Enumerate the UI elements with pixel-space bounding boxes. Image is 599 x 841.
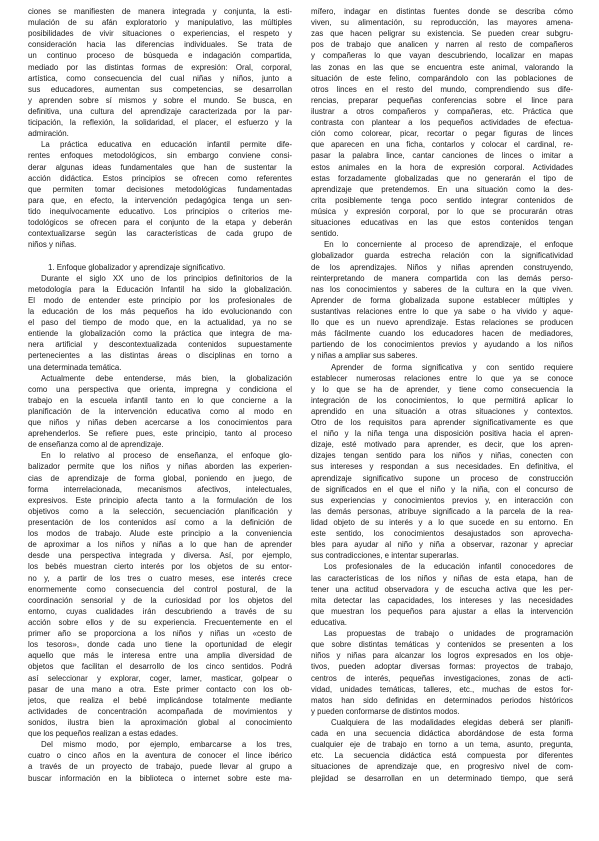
text-line: expresivos. Este principio afecta tanto a la formulación de los (28, 495, 292, 505)
text-line: y niñas a ampliar sus saberes. (311, 351, 418, 361)
text-line: niños y niñas para alcanzar los logros expresados en los obje- (311, 651, 573, 661)
text-line: reinterpretando de manera compartida con las demás perso- (311, 273, 573, 283)
text-line: ilustrar a otros compañeros y compañeras, etc. Práctica que (311, 106, 573, 116)
text-line: que muestran los pequeños para ajustar a ellas la intervención (311, 606, 573, 616)
text-line: la educación de los más pequeños ha ido evolucionando con (28, 306, 292, 316)
text-line: Aprender de forma globalizada supone establecer múltiples y (311, 295, 573, 305)
text-line: que sobre distintas temáticas y contenidos se presenten a los (311, 640, 573, 650)
text-line: el paso del tiempo de modo que, en la actualidad, ya no se (28, 318, 292, 328)
text-line: Del mismo modo, por ejemplo, embarcarse a los tres, (41, 740, 292, 750)
text-line: jetos, que realiza el bebé implicándose totalmente mediante (28, 695, 292, 705)
text-line: nas los conocimientos y saberes de la cultura en la que viven. (311, 284, 573, 294)
text-line: niños y niñas. (28, 240, 77, 250)
text-line: El modo de entender este principio por los profesionales de (28, 295, 292, 305)
text-line: rencias, preparar pequeñas conferencias sobre el lince para (311, 95, 573, 105)
text-line: las zonas en las que se encuentra este animal, valorando la (311, 62, 573, 72)
text-line: aprendizaje que pretendemos. En una situación como la des- (311, 184, 573, 194)
text-line: presentación de los contenidos así como a la definición de (28, 518, 292, 528)
text-line: forma interrelacionada, mecanismos afectivos, intelectuales, (28, 484, 292, 494)
paragraph-gap (28, 250, 292, 261)
text-line: todológicos se ofrecen para el conjunto de la etapa y deberán (28, 218, 292, 228)
text-line: actividades de concentración acompañada de movimientos y (28, 706, 292, 716)
text-line: como una perspectiva que orienta, impregna y condiciona el (28, 384, 292, 394)
text-line: enormemente como consecuencia del control postural, de la (28, 584, 292, 594)
text-line: Aprender de forma significativa y con sentido requiere (331, 362, 573, 372)
text-line: las demás personas, atribuye significado a la parcela de la rea- (311, 506, 573, 516)
text-line: situaciones educativas en las que estos contenidos tengan (311, 218, 573, 228)
text-line: educativa. (311, 618, 347, 628)
text-line: objetos que facilitan el desarrollo de los cinco sentidos. Podrá (28, 662, 292, 672)
text-line: mediado por las distintas formas de expresión: Oral, corporal, (28, 62, 292, 72)
text-line: balizador permite que los niños y niñas aborden las experien- (28, 462, 292, 472)
text-line: y pueden conformarse de distintos modos. (311, 706, 460, 716)
text-line: establecer numerosas relaciones entre lo que ya se conoce (311, 373, 573, 383)
text-line: En lo concerniente al proceso de aprendizaje, el enfoque (324, 240, 573, 250)
text-line: nera artificial y descontextualizada contenidos supuestamente (28, 340, 292, 350)
text-line: mífero, indagar en distintas fuentes donde se describa cómo (311, 7, 573, 16)
text-line: entiende la globalización como la práctica que integra de ma- (28, 329, 292, 339)
text-line: aprehenderlos. Se refiere pues, este principio, tanto al proceso (28, 429, 292, 439)
text-line: una determinada temática. (28, 362, 122, 372)
text-line: 1. Enfoque globalizador y aprendizaje significativo. (48, 262, 226, 272)
text-line: más fácilmente cuando los educadores hacen de mediadores, (311, 329, 573, 339)
text-line: sus contradicciones, e intentar superarlas. (311, 551, 459, 561)
text-line: cualquier eje de trabajo en torno a un tema, asunto, pregunta, (311, 740, 573, 750)
text-line: el niño y la niña tenga una disposición positiva hacia el apren- (311, 429, 573, 439)
text-line: dizaje, esté motivado para aprender, es decir, que los apren- (311, 440, 573, 450)
text-line: y aprenden sobre sí mismos y sobre el mundo. Se busca, en (28, 95, 292, 105)
text-line: vidad, unidades temáticas, talleres, etc., muchas de estos for- (311, 684, 573, 694)
right-text-column (311, 6, 573, 784)
text-line: de los aprendizajes. Niños y niñas aprenden construyendo, (311, 262, 573, 272)
text-line: acción didáctica. Estos principios se ofrecen como referentes (28, 173, 292, 183)
text-line: mita detectar las capacidades, los intereses y las necesidades (311, 595, 573, 605)
text-line: los tesoros», donde cada uno tiene la oportunidad de elegir (28, 640, 292, 650)
text-line: aquello que más le interesa entre una amplia diversidad de (28, 651, 292, 661)
text-line: Las propuestas de trabajo o unidades de programación (324, 629, 573, 639)
text-line: contrasta con plantear a los pequeños actividades de efectua- (311, 118, 573, 128)
text-line: trabajo en la escuela infantil tanto en lo que concierne a la (28, 395, 292, 405)
text-line: Otro de los requisitos para aprender significativamente es que (311, 418, 573, 428)
text-line: que los pequeños realizan a estas edades. (28, 729, 179, 739)
text-line: que aparecen en una ficha, contarlos y colocar el cardinal, re- (311, 140, 573, 150)
text-line: los bebés muestran cierto interés por los objetos de su entor- (28, 562, 292, 572)
text-line: centros de interés, pequeñas investigaciones, zonas de acti- (311, 673, 573, 683)
text-line: cuatro o cinco años en la aventura de conocer el lince ibérico (28, 751, 292, 761)
text-line: primer año se proporciona a los niños y niñas un «cesto de (28, 629, 292, 639)
text-line: llo que es un nuevo aprendizaje. Estas relaciones se producen (311, 318, 573, 328)
text-line: posibilidades de vivir situaciones o experiencias, el respeto y (28, 29, 292, 39)
text-line: En lo relativo al proceso de enseñanza, el enfoque glo- (41, 451, 292, 461)
text-line: mulación de su afán exploratorio y manipulativo, las múltiples (28, 18, 292, 28)
text-line: un continuo proceso de búsqueda e indagación compartida, (28, 51, 292, 61)
text-line: integración de los conocimientos, lo que permitirá aplicar lo (311, 395, 573, 405)
text-line: pasar la palabra lince, cantar canciones de linces o imitar a (311, 151, 573, 161)
text-line: que permiten tomar decisiones metodológicas fundamentadas (28, 184, 292, 194)
text-line: desde una perspectiva integrada y diversa. Así, por ejemplo, (28, 551, 292, 561)
text-line: etc. La secuencia didáctica está compuesta por diferentes (311, 751, 573, 761)
text-line: que niños y niñas deben acercarse a los conocimientos para (28, 418, 292, 428)
text-line: sus experiencias y conocimientos previos y, en interacción con (311, 495, 573, 505)
text-line: buscar información en la biblioteca o internet sobre este ma- (28, 773, 292, 783)
text-line: este sentido, los conocimientos desajustados son aprovecha- (311, 529, 573, 539)
text-line: artística, como consecuencia del cual niñas y niños, junto a (28, 73, 292, 83)
text-line: entorno, cuyas cualidades irán descubriendo a través de su (28, 606, 292, 616)
text-line: cada en una secuencia didáctica abordándose de esta forma (311, 729, 573, 739)
text-line: las características de los niños y niñas de esta etapa, han de (311, 573, 573, 583)
text-line: Cualquiera de las modalidades elegidas deberá ser planifi- (331, 718, 573, 727)
text-line: objetivos como a la selección, secuenciación planificación y (28, 506, 292, 516)
text-line: admiración. (28, 129, 69, 139)
text-line: música y expresión corporal, por lo que se procurarán otras (311, 206, 573, 216)
text-line: estas forzadamente globalizadas que no generarán el tipo de (311, 173, 573, 183)
text-line: aprendido en una situación a otras situaciones y contextos. (311, 406, 573, 416)
text-line: para que, en efecto, la intervención pedagógica tenga un sen- (28, 195, 292, 205)
text-line: bles para ayudar al niño y niña a observar, razonar y apreciar (311, 540, 573, 550)
text-line: sustantivas relaciones entre lo que ya sabe o ha vivido y aque- (311, 306, 573, 316)
text-line: partiendo de los conocimientos previos y ayudando a los niños (311, 340, 573, 350)
text-line: Los profesionales de la educación infantil conocedores de (324, 562, 573, 572)
text-line: zas que hacen peligrar su existencia. Se pueden crear subgru- (311, 29, 573, 39)
left-text-column (28, 6, 292, 784)
text-line: lidad objeto de su interés y a lo que sucede en su entorno. En (311, 518, 573, 528)
text-line: y lo que se ha de aprender, y tiene como consecuencia la (311, 384, 573, 394)
text-line: a través de un proyecto de trabajo, puede llevar al grupo a (28, 762, 292, 772)
text-line: aprendizaje significativo supone un proceso de construcción (311, 473, 573, 483)
text-line: pos de trabajo que analicen y narren al resto de compañeros (311, 40, 573, 50)
text-line: sentido. (311, 229, 339, 239)
text-line: los modos de trabajo. Alude este principio a la conveniencia (28, 529, 292, 539)
text-line: ción como colorear, picar, recortar o pegar figuras de linces (311, 129, 573, 139)
text-line: tido inequívocamente educativo. Los principios o criterios me- (28, 206, 292, 216)
text-line: pasar de una mano a otra. Este primer contacto con los ob- (28, 684, 292, 694)
text-line: no y, a partir de los tres o cuatro meses, ese interés crece (28, 573, 292, 583)
text-line: de aproximar a los niños y niñas a lo que han de aprender (28, 540, 292, 550)
text-line: sus educadores, aumentan sus competencias, se desarrollan (28, 84, 292, 94)
text-line: rentes enfoques metodológicos, sin embargo conviene consi- (28, 151, 292, 161)
text-line: viven, su alimentación, su reproducción, las mayores amena- (311, 18, 573, 28)
text-line: plejidad se desarrollan en un determinado tiempo, que será (311, 773, 573, 783)
text-line: contextualizarse según las características de cada grupo de (28, 229, 292, 239)
text-line: situación de este felino, comparándolo con las poblaciones de (311, 73, 573, 83)
text-line: La práctica educativa en educación infantil permite dife- (41, 140, 292, 150)
text-line: otros linces en el resto del mundo, comprendiendo sus dife- (311, 84, 573, 94)
text-line: cias de aprendizaje de forma global, poniendo en juego, de (28, 473, 292, 483)
text-line: crita posiblemente tenga poco sentido integrar contenidos de (311, 195, 573, 205)
text-line: de significados en el que el niño y la niña, con el concurso de (311, 484, 573, 494)
text-line: tener una actitud observadora y de escucha activa que les per- (311, 584, 573, 594)
text-line: ciones se manifiesten de manera integrada y conjunta, la esti- (28, 7, 292, 16)
text-line: Actualmente debe entenderse, más bien, la globalización (41, 373, 292, 383)
text-line: consideración hacia las diferencias individuales. Se trata de (28, 40, 292, 50)
text-line: acción sobre ellos y de su experiencia. Frecuentemente en el (28, 618, 292, 628)
text-line: planificación de la intervención educativa como al modo en (28, 406, 292, 416)
text-line: Durante el siglo XX uno de los principios definitorios de la (41, 273, 292, 283)
text-line: coordinación sensorial y de la curiosidad por los objetos del (28, 595, 292, 605)
text-line: y compañeras lo que vayan descubriendo, localizar en mapas (311, 51, 573, 61)
text-line: situaciones de aprendizaje que, en progresivo nivel de com- (311, 762, 573, 772)
text-line: dizajes tengan sentido para los niños y niñas, conecten con (311, 451, 573, 461)
text-line: pertenecientes a las distintas áreas o disciplinas en torno a (28, 351, 292, 361)
text-line: sus intereses y respondan a sus necesidades. En definitiva, el (311, 462, 573, 472)
text-line: globalizador guarda estrecha relación con la significatividad (311, 251, 573, 261)
text-line: tivos, pueden adoptar diversas formas: proyectos de trabajo, (311, 662, 573, 672)
text-line: de enseñanza como al de aprendizaje. (28, 440, 164, 450)
text-line: matos han sido definidas en determinados periodos históricos (311, 695, 573, 705)
text-line: sonidos, ilustra bien la aproximación global al conocimiento (28, 718, 292, 727)
text-line: estos animales en la hora de expresión corporal. Actividades (311, 162, 573, 172)
text-line: definitiva, una cultura del aprendizaje caracterizada por la par- (28, 106, 292, 116)
text-line: así seleccionar y explorar, coger, lamer, masticar, golpear o (28, 673, 292, 683)
text-line: derar algunas ideas fundamentales que han de sustentar la (28, 162, 292, 172)
text-line: ticipación, la reflexión, la solidaridad, el placer, el esfuerzo y la (28, 118, 292, 128)
text-line: metodología para la Educación Infantil ha sido la globalización. (28, 284, 292, 294)
